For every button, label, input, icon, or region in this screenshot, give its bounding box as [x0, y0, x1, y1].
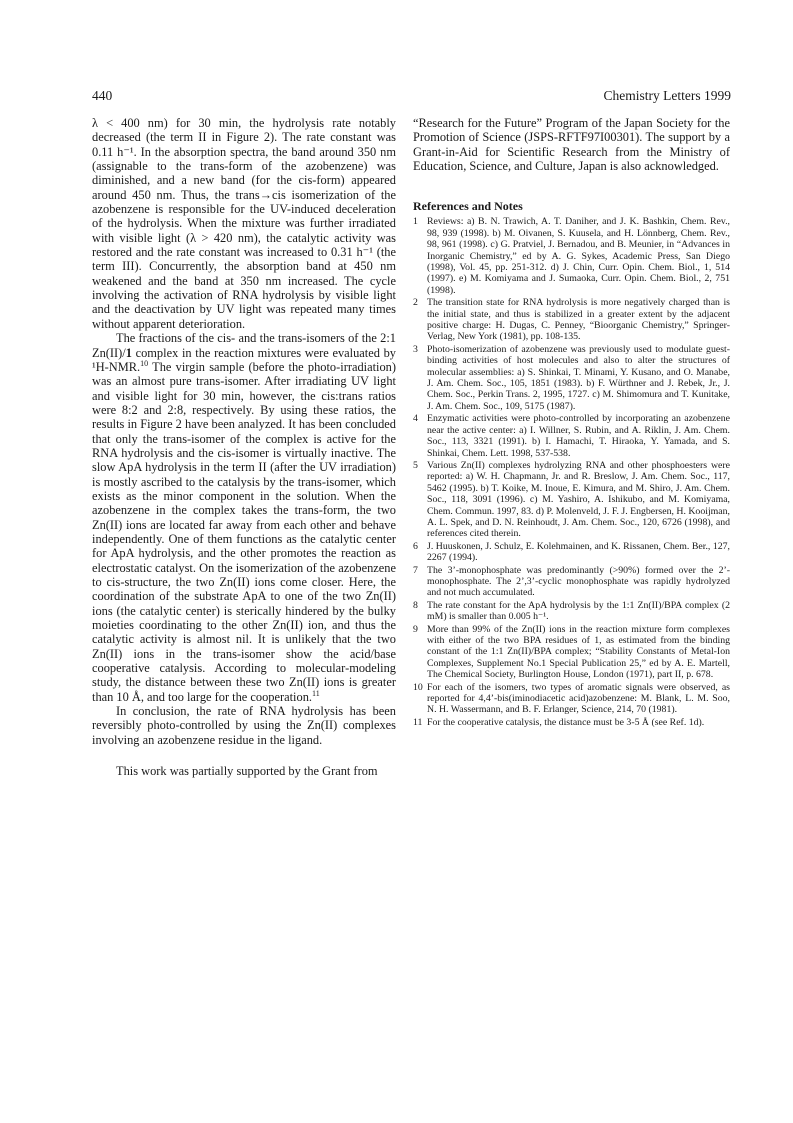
- right-column: [413, 116, 730, 729]
- reference-item: 5 Various Zn(II) complexes hydrolyzing RNA and other phosphoesters were reported: a) W. H. Chapmann, Jr. and R. Breslow, J. Am. Chem. Soc., 117, 5462 (1995). b) T. Koike, M. Inoue, E. Kimura, and M. Shiro, J. Am. Chem. Soc., 118, 3091 (1996). c) M. Yashiro, A. Ishikubo, and M. Komiyama, Chem. Commun. 1997, 83. d) P. Molenveld, J. F. J. Engbersen, H. Kooijman, A. L. Spek, and D. N. Reinhoudt, J. Am. Chem. Soc., 120, 6726 (1998), and references cited therein.: [413, 459, 730, 540]
- reference-item: 8 The rate constant for the ApA hydrolysis by the 1:1 Zn(II)/BPA complex (2 mM) is smaller than 0.005 h⁻¹.: [413, 599, 730, 623]
- paragraph-acknowledgment-cont: “Research for the Future” Program of the Japan Society for the Promotion of Science (JSPS-RFTF97I00301). The support by a Grant-in-Aid for Scientific Research from the Ministry of Education, Science, and Culture, Japan is also acknowledged.: [413, 116, 730, 174]
- left-column: [92, 116, 396, 778]
- reference-item: 10 For each of the isomers, two types of aromatic signals were observed, as reported for 4,4’-bis(iminodiacetic acid)azobenzene: M. Blank, L. M. Soo, N. H. Wassermann, and B. F. Erlanger, Science, 214, 70 (1981).: [413, 681, 730, 716]
- reference-item: 4 Enzymatic activities were photo-controlled by incorporating an azobenzene near the active center: a) I. Willner, S. Rubin, and A. Riklin, J. Am. Chem. Soc., 113, 3321 (1991). b) I. Hamachi, T. Hiraoka, Y. Yamada, and S. Shinkai, Chem. Lett. 1998, 537-538.: [413, 413, 730, 459]
- reference-item: 2 The transition state for RNA hydrolysis is more negatively charged than is the initial state, and thus is stabilized in a greater extent by the adjacent positive charge: H. Dugas, C. Penney, “Bioorganic Chemistry,” Springer-Verlag, New York (1981), pp. 108-135.: [413, 297, 730, 343]
- paragraph-conclusion: In conclusion, the rate of RNA hydrolysis has been reversibly photo-controlled by using the Zn(II) complexes involving an azobenzene residue in the ligand.: [92, 704, 396, 747]
- references-list: [413, 216, 730, 728]
- paragraph-1: λ < 400 nm) for 30 min, the hydrolysis rate notably decreased (the term II in Figure 2). The rate constant was 0.11 h⁻¹. In the absorption spectra, the band around 350 nm (assignable to the trans-form of the azobenzene) was diminished, and a new band (for the cis-form) appeared around 450 nm. Thus, the trans→cis isomerization of the azobenzene is responsible for the UV-induced deceleration of the hydrolysis. When the mixture was further irradiated with visible light (λ > 420 nm), the catalytic activity was restored and the rate constant was increased to 0.31 h⁻¹ (the term III). Concurrently, the absorption band at 450 nm weakened and the band at 350 nm increased. The cycle involving the activation of RNA hydrolysis by visible light and the deactivation by UV light was repeated many times without apparent deterioration.: [92, 116, 396, 331]
- reference-item: 3 Photo-isomerization of azobenzene was previously used to modulate guest-binding activities of host molecules and also to alter the structures of molecular assemblies: a) S. Shinkai, T. Minami, Y. Kusano, and O. Manabe, J. Am. Chem. Soc., 105, 1851 (1983). b) F. Würthner and J. Rebek, Jr., J. Chem. Soc., Perkin Trans. 2, 1995, 1727. c) M. Shimomura and T. Kunitake, J. Am. Chem. Soc., 109, 5175 (1987).: [413, 343, 730, 412]
- reference-item: 1 Reviews: a) B. N. Trawich, A. T. Daniher, and J. K. Bashkin, Chem. Rev., 98, 939 (1998). b) M. Oivanen, S. Kuusela, and H. Lönnberg, Chem. Rev., 98, 961 (1998). c) G. Pratviel, J. Bernadou, and B. Meunier, in “Advances in Inorganic Chemistry,” ed by A. G. Sykes, Academic Press, San Diego (1998), Vol. 45, pp. 251-312. d) J. Chin, Curr. Opin. Chem. Biol., 1, 514 (1997). e) M. Komiyama and J. Sumaoka, Curr. Opin. Chem. Biol., 2, 751 (1998).: [413, 216, 730, 296]
- reference-item: 7 The 3’-monophosphate was predominantly (>90%) formed over the 2’-monophosphate. The 2’,3’-cyclic monophosphate was rapidly hydrolyzed and not much accumulated.: [413, 564, 730, 599]
- reference-item: 6 J. Huuskonen, J. Schulz, E. Kolehmainen, and K. Rissanen, Chem. Ber., 127, 2267 (1994).: [413, 540, 730, 564]
- page-number: 440: [92, 88, 113, 103]
- reference-item: 11 For the cooperative catalysis, the distance must be 3-5 Å (see Ref. 1d).: [413, 716, 705, 728]
- paragraph-acknowledgment: This work was partially supported by the Grant from: [116, 764, 378, 779]
- reference-item: 9 More than 99% of the Zn(II) ions in the reaction mixture form complexes with either of the two BPA residues of 1, as estimated from the binding constant of the 1:1 Zn(II)/BPA complex; “Stability Constants of Metal-Ion Complexes, Supplement No.1 Special Publication 25,” ed by A. E. Martell, The Chemical Society, Burlington House, London (1971), part II, p. 678.: [413, 623, 730, 681]
- paragraph-2: The fractions of the cis- and the trans-isomers of the 2:1 Zn(II)/1 complex in the reaction mixtures were evaluated by ¹H-NMR.$^{10}$ The virgin sample (before the photo-irradiation) was an almost pure trans-isomer. After irradiating UV light and visible light for 30 min, however, the cis:trans ratios were 8:2 and 2:8, respectively. By using these ratios, the results in Figure 2 have been analyzed. It has been concluded that only the trans-isomer of the complex is active for the RNA hydrolysis and the cis-isomer is virtually inactive. The slow ApA hydrolysis in the term II (after the UV irradiation) is mostly ascribed to the catalysis by the trans-isomer, which exists as the minor component in the solution. When the azobenzene in the complex takes the trans-form, the two Zn(II) ions are located far away from each other and behave independently. One of them functions as the catalytic center for ApA hydrolysis, and the other promotes the reaction as electrostatic catalyst. On the isomerization of the azobenzene to cis-structure, the two Zn(II) ions come closer. Here, the coordination of the substrate ApA to one of the two Zn(II) ions (the catalytic center) is sterically hindered by the bulky moieties coordinating to the other Zn(II) ion, and thus the catalytic activity is almost nil. It is unlikely that the two Zn(II) ions in the trans-isomer show the acid/base cooperative catalysis. According to molecular-modeling study, the distance between these two Zn(II) ions is greater than 10 Å, and too large for the cooperation.$^{11}$: [92, 331, 396, 704]
- references-heading: References and Notes: [413, 199, 523, 214]
- journal-title: Chemistry Letters 1999: [603, 88, 731, 103]
